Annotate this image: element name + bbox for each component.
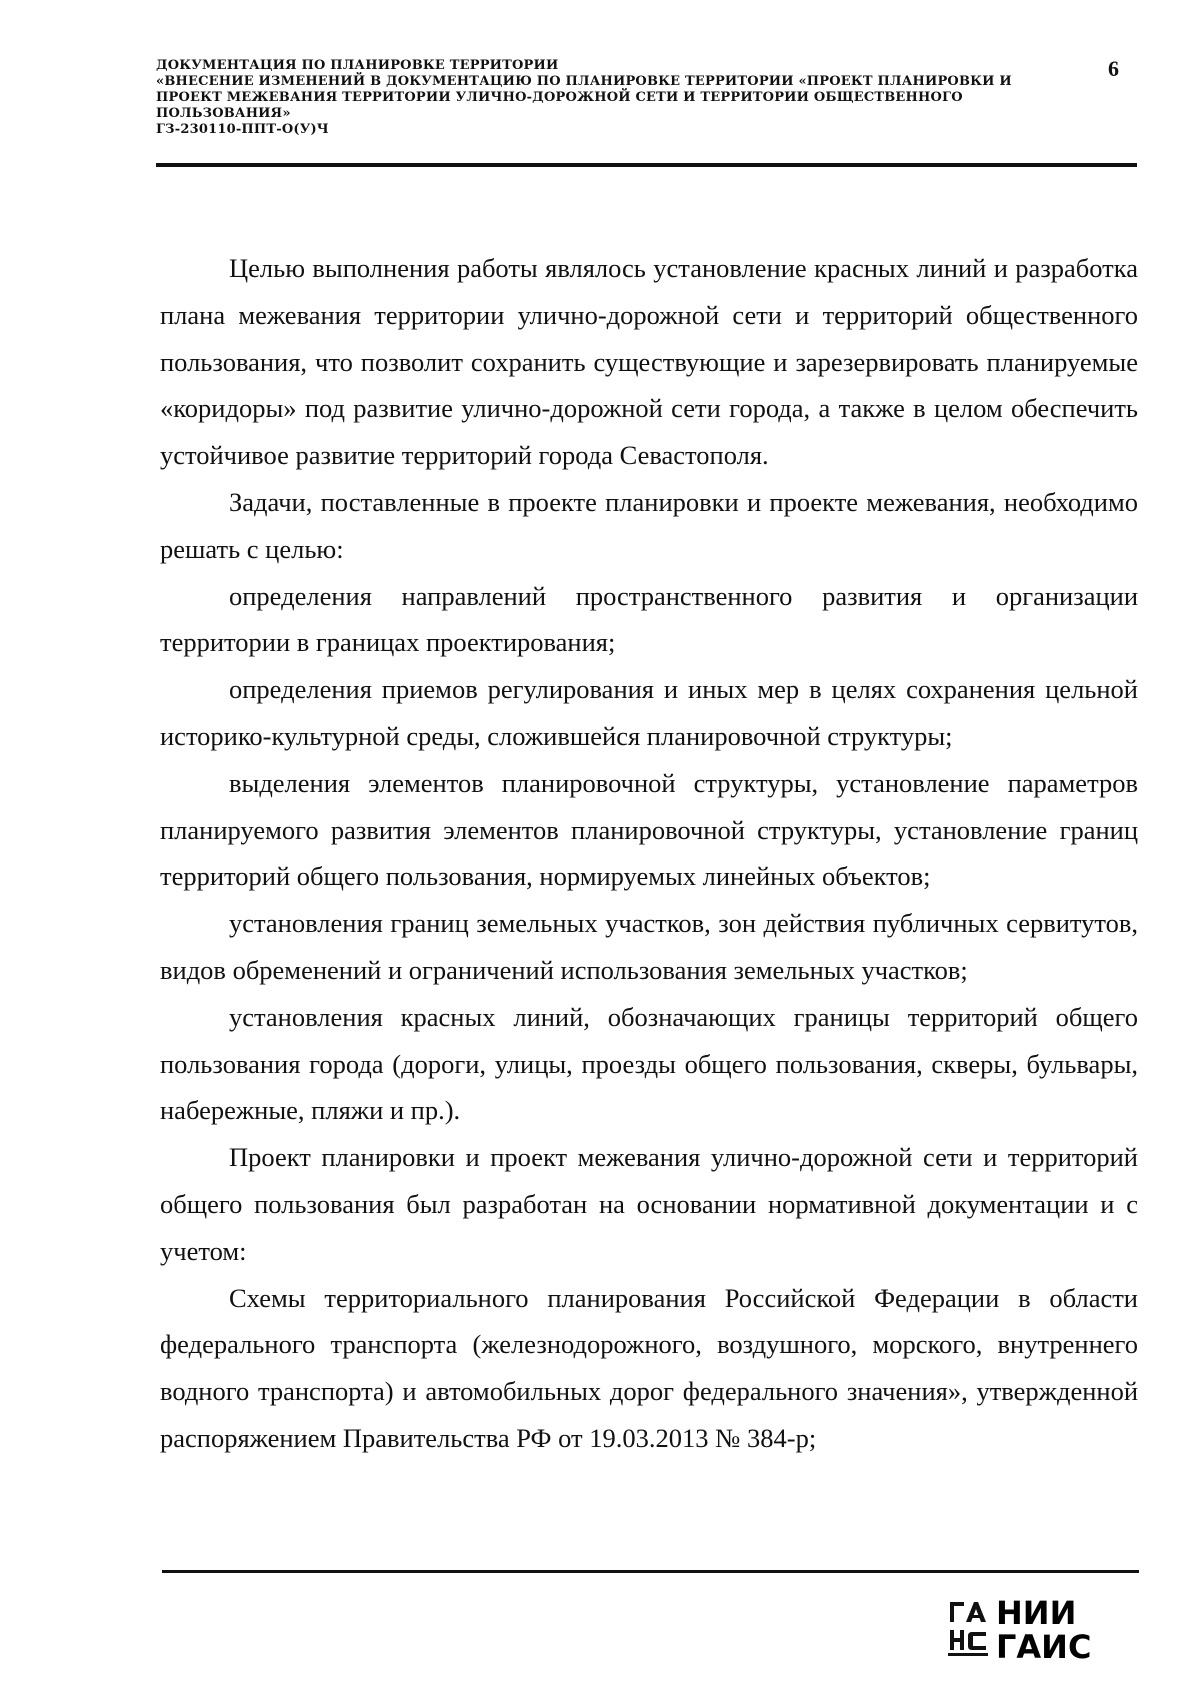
paragraph: Целью выполнения работы являлось установление красных линий и разработка плана межевания территории улично-дорожной сети и территорий общественного пользования, что позволит сохранить существующие и зарезервировать планируемые «коридоры» под развитие улично-дорожной сети города, а также в целом обеспечить устойчивое развитие территорий города Севастополя.: [160, 253, 1138, 471]
paragraph: выделения элементов планировочной структуры, установление параметров планируемого развития элементов планировочной структуры, установление границ территорий общего пользования, нормируемых линейных объектов;: [160, 767, 1138, 892]
paragraph: установления красных линий, обозначающих границы территорий общего пользования города (дороги, улицы, проезды общего пользования, скверы, бульвары, набережные, пляжи и пр.).: [160, 1001, 1138, 1126]
logo-text-nii: НИИ: [996, 1594, 1077, 1632]
document-header: [156, 58, 1056, 138]
page-number: 6: [1108, 56, 1119, 81]
header-line-2: «ВНЕСЕНИЕ ИЗМЕНЕНИЙ В ДОКУМЕНТАЦИЮ ПО ПЛАНИРОВКЕ ТЕРРИТОРИИ «ПРОЕКТ ПЛАНИРОВКИ И: [156, 74, 1012, 89]
header-divider: [156, 163, 1137, 167]
document-code: ГЗ-230110-ППТ-О(У)Ч: [156, 122, 329, 137]
niigais-logo: [944, 1594, 1140, 1666]
paragraph: установления границ земельных участков, зон действия публичных сервитутов, видов обременений и ограничений использования земельных участков;: [160, 908, 1138, 985]
logo-text-gais: ГАИС: [996, 1628, 1092, 1666]
header-line-1: ДОКУМЕНТАЦИЯ ПО ПЛАНИРОВКЕ ТЕРРИТОРИИ: [156, 58, 559, 73]
gas-monogram-icon: [948, 1602, 988, 1656]
header-line-3: ПРОЕКТ МЕЖЕВАНИЯ ТЕРРИТОРИИ УЛИЧНО-ДОРОЖНОЙ СЕТИ И ТЕРРИТОРИИ ОБЩЕСТВЕННОГО: [156, 90, 963, 105]
document-body: [160, 245, 1138, 1462]
paragraph: определения направлений пространственного развития и организации территории в границах проектирования;: [160, 580, 1138, 658]
paragraph: Задачи, поставленные в проекте планировки и проекте межевания, необходимо решать с целью:: [160, 486, 1138, 564]
paragraph: Проект планировки и проект межевания улично-дорожной сети и территорий общего пользования был разработан на основании нормативной документации и с учетом:: [160, 1142, 1138, 1266]
footer-divider: [162, 1570, 1139, 1573]
header-line-4: ПОЛЬЗОВАНИЯ»: [156, 106, 291, 121]
paragraph: Схемы территориального планирования Российской Федерации в области федерального транспорта (железнодорожного, воздушного, морского, внутреннего водного транспорта) и автомобильных дорог федерального значения», утвержденной распоряжением Правительства РФ от 19.03.2013 № 384-р;: [160, 1282, 1138, 1453]
paragraph: определения приемов регулирования и иных мер в целях сохранения цельной историко-культурной среды, сложившейся планировочной структуры;: [160, 674, 1138, 751]
